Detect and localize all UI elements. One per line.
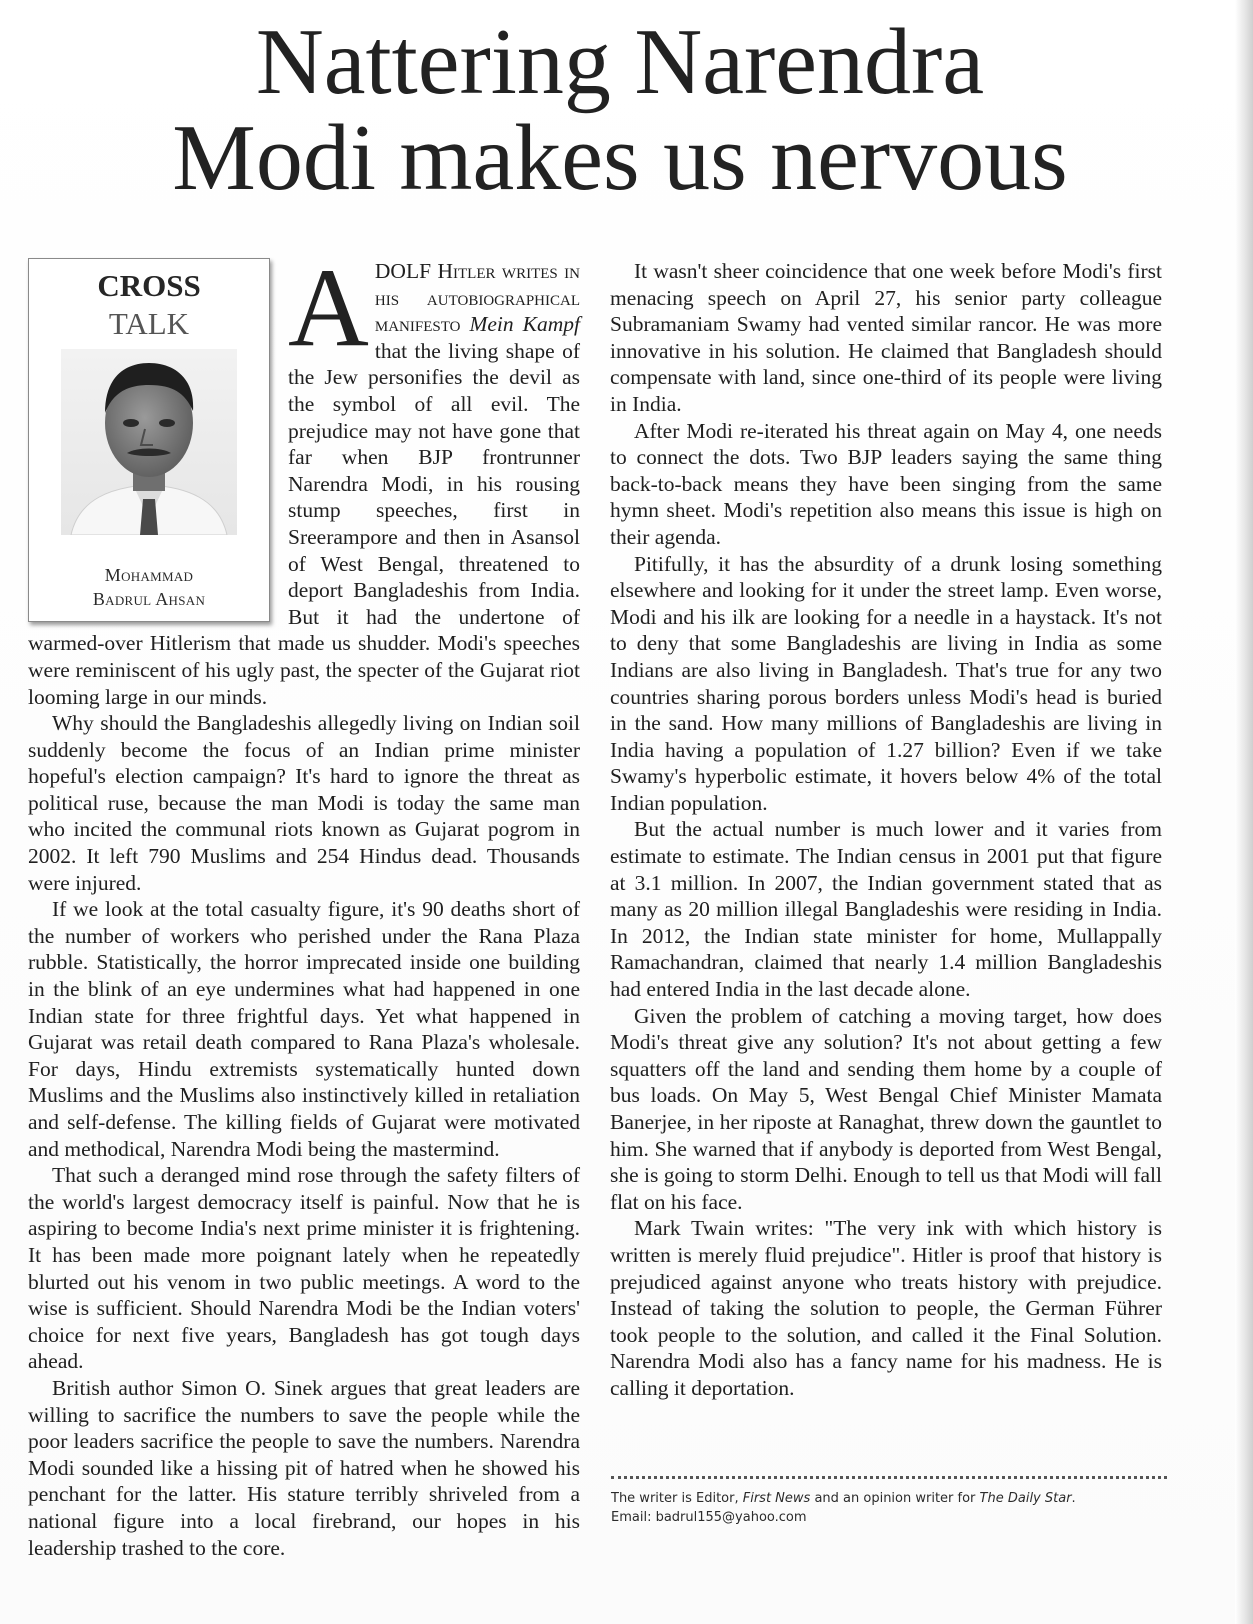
paragraph-5: British author Simon O. Sinek argues that great leaders are willing to sacrifice the numbers to save the people while the poor leaders sacrifice the people to save the numbers. Narendra Modi sounded like a hissing pit of hatred when he showed his penchant for the latter. His stature terribly shriveled from a national figure into a local firebrand, our hopes in his leadership trashed to the core. <box>28 1375 580 1560</box>
headline <box>20 10 1220 210</box>
author-email: Email: badrul155@yahoo.com <box>611 1510 807 1525</box>
paragraph-10: Given the problem of catching a moving target, how does Modi's threat give any solution? It's not about getting a few squatters off the land and sending them home by a couple of bus loads. On May 5, West Bengal Chief Minister Mamata Banerjee, in her riposte at Ranaghat, threw down the gauntlet to him. She warned that if anybody is deported from West Bengal, she is going to storm Delhi. Enough to tell us that Modi will fall flat on his face. <box>610 1003 1162 1214</box>
paragraph-4: That such a deranged mind rose through the safety filters of the world's largest democracy itself is painful. Now that he is aspiring to become India's next prime minister it is frightening. It has been made more poignant lately when he repeatedly blurted out his venom in two public meetings. A word to the wise is sufficient. Should Narendra Modi be the Indian voters' choice for next five years, Bangladesh has got tough days ahead. <box>28 1163 580 1374</box>
headline-line-1: Nattering Narendra <box>255 10 985 114</box>
author-byline <box>29 563 269 611</box>
article-column-right <box>610 258 1162 1402</box>
publication-first-news: First News <box>742 1491 811 1506</box>
paragraph-1-rest: that the living shape of the Jew personifies the devil as the symbol of all evil. The prejudice may not have gone that far when BJP frontrunner Narendra Modi, in his rousing stump speeches, first in Sreerampore and then in Asansol of West Bengal, threatened to deport Bangladeshis from India. But it had the undertone of warmed-over Hitlerism that made us shudder. Modi's speeches were reminiscent of his ugly past, the specter of the Gujarat riot looming large in our minds. <box>28 338 580 709</box>
paragraph-1-lead: DOLF Hitler writes in his autobiographical manifesto <box>374 259 580 337</box>
author-footnote <box>611 1489 1171 1527</box>
paragraph-6: It wasn't sheer coincidence that one week before Modi's first menacing speech on April 27, his senior party colleague Subramaniam Swamy had vented similar rancor. He was more innovative in his solution. He claimed that Bangladesh should compensate with land, since one-third of its people were living in India. <box>610 259 1162 416</box>
author-name-line-2: Badrul Ahsan <box>92 589 206 609</box>
author-name-line-1: Mohammad <box>104 565 194 585</box>
headline-line-2: Modi makes us nervous <box>172 106 1068 210</box>
article-column-left <box>28 246 580 1561</box>
page-edge-shadow <box>1235 0 1253 1624</box>
author-credit <box>611 1489 1171 1508</box>
book-title: Mein Kampf <box>469 312 580 337</box>
credit-prefix: The writer is Editor, <box>611 1491 743 1506</box>
paragraph-11: Mark Twain writes: "The very ink with which history is written is merely fluid prejudice". Hitler is proof that history is prejudiced against anyone who treats history with prejudice. Instead of taking the solution to people, the German Führer took people to the solution, and called it the Final Solution. Narendra Modi also has a fancy name for his madness. He is calling it deportation. <box>610 1216 1162 1400</box>
paragraph-9: But the actual number is much lower and it varies from estimate to estimate. The Indian census in 2001 put that figure at 3.1 million. In 2007, the Indian government stated that as many as 20 million illegal Bangladeshis were residing in India. In 2012, the Indian state minister for home, Mullappally Ramachandran, claimed that nearly 1.4 million Bangladeshis had entered India in the last decade alone. <box>610 817 1162 1002</box>
paragraph-8: Pitifully, it has the absurdity of a drunk losing something elsewhere and looking for it under the street lamp. Even worse, Modi and his ilk are looking for a needle in a haystack. It's not to deny that some Bangladeshis are living in India as some Indians are also living in Bangladesh. That's true for any two countries sharing porous borders unless Modi's head is buried in the sand. How many millions of Bangladeshis are living in India having a population of 1.27 billion? Even if we take Swamy's hyperbolic estimate, it hovers below 4% of the total Indian population. <box>610 551 1162 815</box>
column-label <box>29 267 269 343</box>
publication-daily-star: The Daily Star <box>979 1491 1072 1506</box>
paragraph-7: After Modi re-iterated his threat again on May 4, one needs to connect the dots. Two BJP leaders saying the same thing back-to-back means they have been singing from the same hymn sheet. Modi's repetition also means this issue is high on their agenda. <box>610 418 1162 549</box>
credit-middle: and an opinion writer for <box>810 1491 980 1506</box>
paragraph-2: Why should the Bangladeshis allegedly living on Indian soil suddenly become the focus of an Indian prime minister hopeful's election campaign? It's hard to ignore the threat as political ruse, because the man Modi is today the same man who incited the communal riots known as Gujarat pogrom in 2002. It left 790 Muslims and 254 Hindus dead. Thousands were injured. <box>28 711 580 895</box>
author-portrait <box>61 349 237 535</box>
column-label-line-2: TALK <box>108 306 190 341</box>
credit-suffix: . <box>1071 1491 1076 1506</box>
column-label-line-1: CROSS <box>97 268 201 303</box>
drop-cap: A <box>288 246 369 370</box>
column-badge <box>28 258 270 622</box>
paragraph-3: If we look at the total casualty figure, it's 90 deaths short of the number of workers who perished under the Rana Plaza rubble. Statistically, the horror imprecated inside one building in the blink of an eye undermines what had happened in one Indian state for three frightful days. Yet what happened in Gujarat was retail death compared to Rana Plaza's wholesale. For days, Hindu extremists systematically hunted down Muslims and the Muslims also instinctively killed in retaliation and self-defense. The killing fields of Gujarat were motivated and methodical, Narendra Modi being the mastermind. <box>28 897 580 1161</box>
dotted-divider <box>611 1476 1167 1479</box>
